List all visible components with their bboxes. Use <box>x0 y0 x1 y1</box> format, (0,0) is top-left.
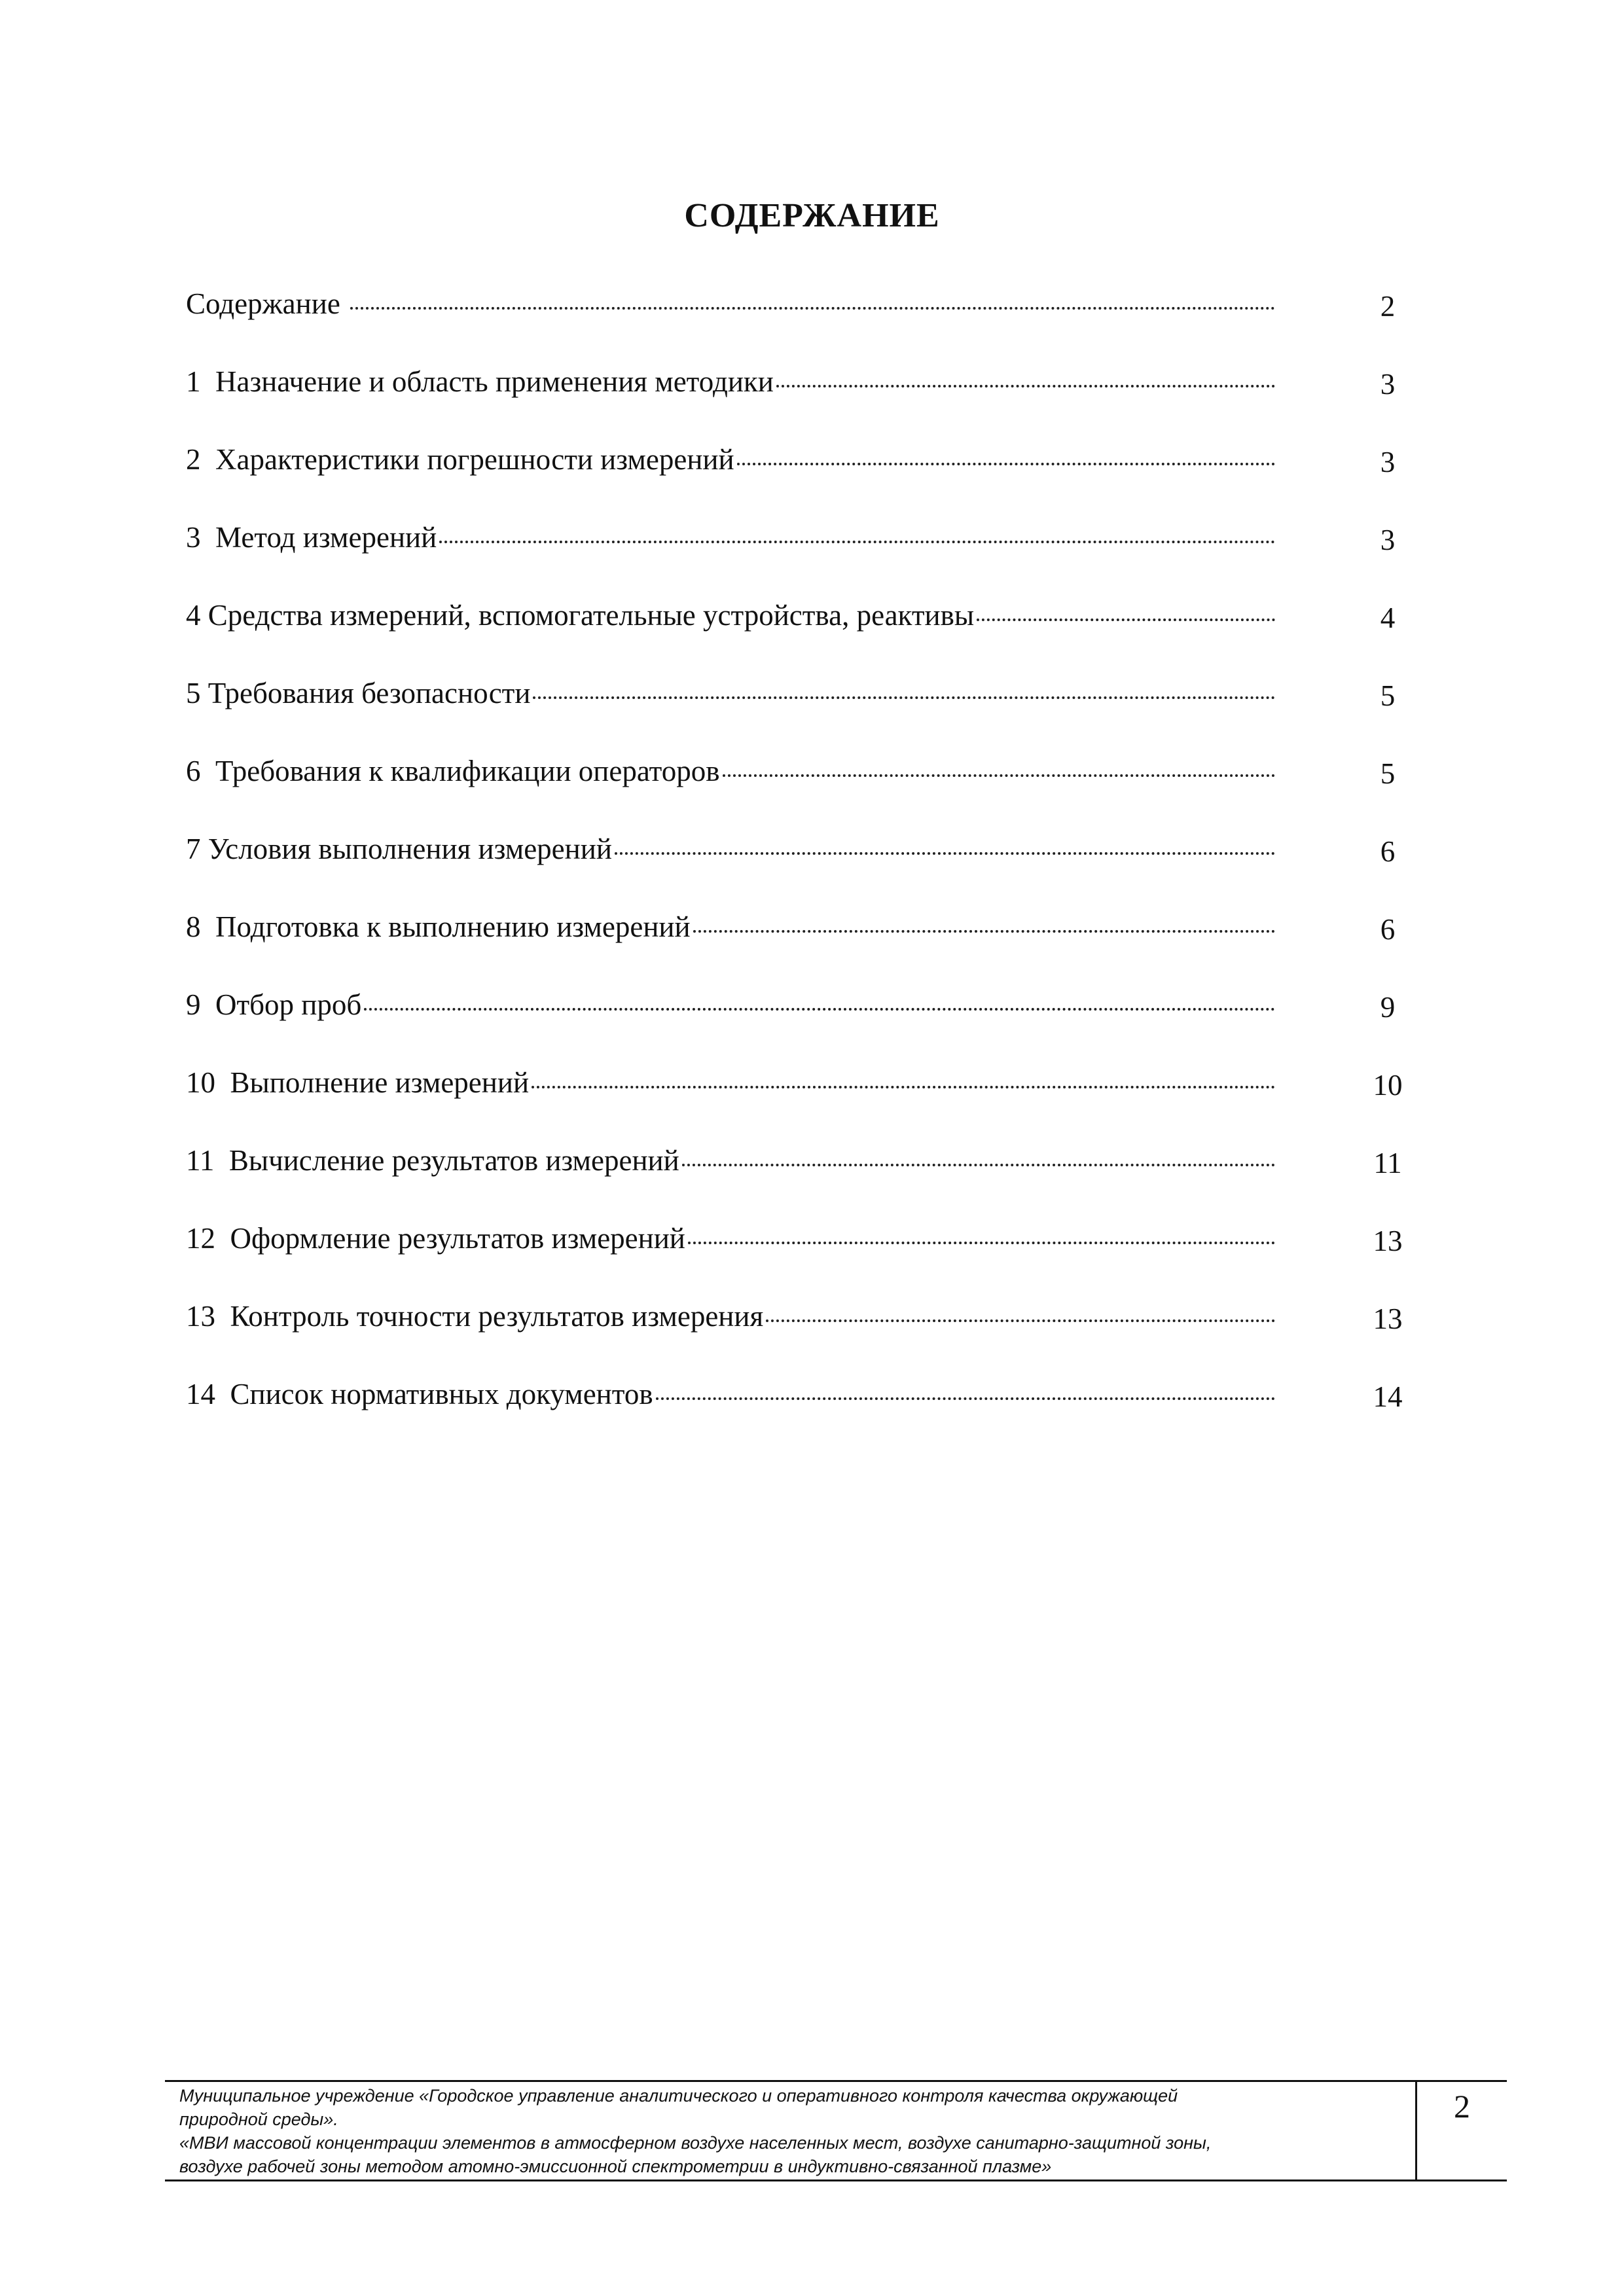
toc-dot-leader <box>615 852 1275 855</box>
toc-entry-label: 2 Характеристики погрешности измерений <box>186 443 734 476</box>
footer-method-title-line: «МВИ массовой концентрации элементов в атмосферном воздухе населенных мест, воздухе санитарно-защитной зоны, <box>179 2133 1212 2153</box>
toc-dot-leader <box>364 1007 1275 1011</box>
toc-entry-label: 12 Оформление результатов измерений <box>186 1222 685 1255</box>
toc-entry-page: 3 <box>1380 524 1396 556</box>
toc-dot-leader <box>766 1319 1275 1322</box>
footer-method-title-line-cont: воздухе рабочей зоны методом атомно-эмиссионной спектрометрии в индуктивно-связанной плазме» <box>179 2157 1052 2176</box>
toc-dot-leader <box>688 1241 1275 1244</box>
toc-entry-page: 10 <box>1373 1069 1403 1102</box>
toc-dot-leader <box>737 462 1275 465</box>
toc-entry-page: 4 <box>1380 601 1396 634</box>
toc-dot-leader <box>532 1085 1275 1088</box>
footer-text <box>179 2084 1410 2178</box>
toc-entry-label: 4 Средства измерений, вспомогательные устройства, реактивы <box>186 599 975 632</box>
toc-entry <box>186 1299 1279 1338</box>
toc-entry <box>186 1066 1279 1105</box>
toc-title: СОДЕРЖАНИЕ <box>684 197 940 234</box>
toc-entry-label: 8 Подготовка к выполнению измерений <box>186 910 691 943</box>
footer-organization-line: Муниципальное учреждение «Городское управление аналитического и оперативного контроля качества окружающей <box>179 2086 1178 2106</box>
toc-entry <box>186 1221 1279 1261</box>
toc-entry-label: 10 Выполнение измерений <box>186 1066 530 1099</box>
toc-dot-leader <box>693 929 1275 933</box>
toc-dot-leader <box>723 774 1276 777</box>
toc-entry-page: 11 <box>1373 1147 1402 1179</box>
footer-bottom-rule <box>165 2179 1507 2181</box>
toc-dot-leader <box>776 384 1275 387</box>
toc-entry-page: 3 <box>1380 368 1396 401</box>
toc-entry <box>186 676 1279 715</box>
toc-entry-page: 13 <box>1373 1302 1403 1335</box>
toc-entry <box>186 1143 1279 1183</box>
toc-entry-label: Содержание <box>186 287 348 320</box>
toc-entry-page: 3 <box>1380 446 1396 478</box>
toc-entry-page: 5 <box>1380 757 1396 790</box>
toc-entry-page: 2 <box>1380 290 1396 323</box>
toc-entry-page: 14 <box>1373 1380 1403 1413</box>
toc-entry <box>186 287 1279 326</box>
toc-entry-label: 11 Вычисление результатов измерений <box>186 1144 679 1177</box>
toc-dot-leader <box>350 306 1275 310</box>
toc-entry-page: 5 <box>1380 679 1396 712</box>
toc-entry <box>186 598 1279 637</box>
toc-entry <box>186 520 1279 560</box>
toc-dot-leader <box>682 1163 1275 1166</box>
toc-dot-leader <box>533 696 1275 699</box>
toc-entry-page: 6 <box>1380 913 1396 946</box>
page-number: 2 <box>1454 2088 1470 2125</box>
toc-entry-label: 6 Требования к квалификации операторов <box>186 755 720 787</box>
toc-entry <box>186 1377 1279 1416</box>
toc-entry-label: 9 Отбор проб <box>186 988 362 1021</box>
toc-entry <box>186 365 1279 404</box>
toc-entry-page: 9 <box>1380 991 1396 1024</box>
toc-entry-label: 1 Назначение и область применения методики <box>186 365 774 398</box>
footer-organization-line-cont: природной среды». <box>179 2109 338 2129</box>
toc-dot-leader <box>439 540 1275 543</box>
toc-entry <box>186 442 1279 482</box>
toc-entry-label: 14 Список нормативных документов <box>186 1378 653 1410</box>
toc-dot-leader <box>656 1397 1275 1400</box>
toc-entry-label: 5 Требования безопасности <box>186 677 531 709</box>
footer-top-rule <box>165 2080 1507 2082</box>
toc-dot-leader <box>977 618 1275 621</box>
page-footer <box>165 2080 1507 2185</box>
toc-entry <box>186 754 1279 793</box>
toc-entry-label: 13 Контроль точности результатов измерения <box>186 1300 764 1333</box>
toc-entry-page: 6 <box>1380 835 1396 868</box>
toc-entry <box>186 988 1279 1027</box>
toc-entry-label: 7 Условия выполнения измерений <box>186 833 612 865</box>
toc-entry <box>186 832 1279 871</box>
toc-entry <box>186 910 1279 949</box>
toc-entry-label: 3 Метод измерений <box>186 521 437 554</box>
toc-entry-page: 13 <box>1373 1225 1403 1257</box>
